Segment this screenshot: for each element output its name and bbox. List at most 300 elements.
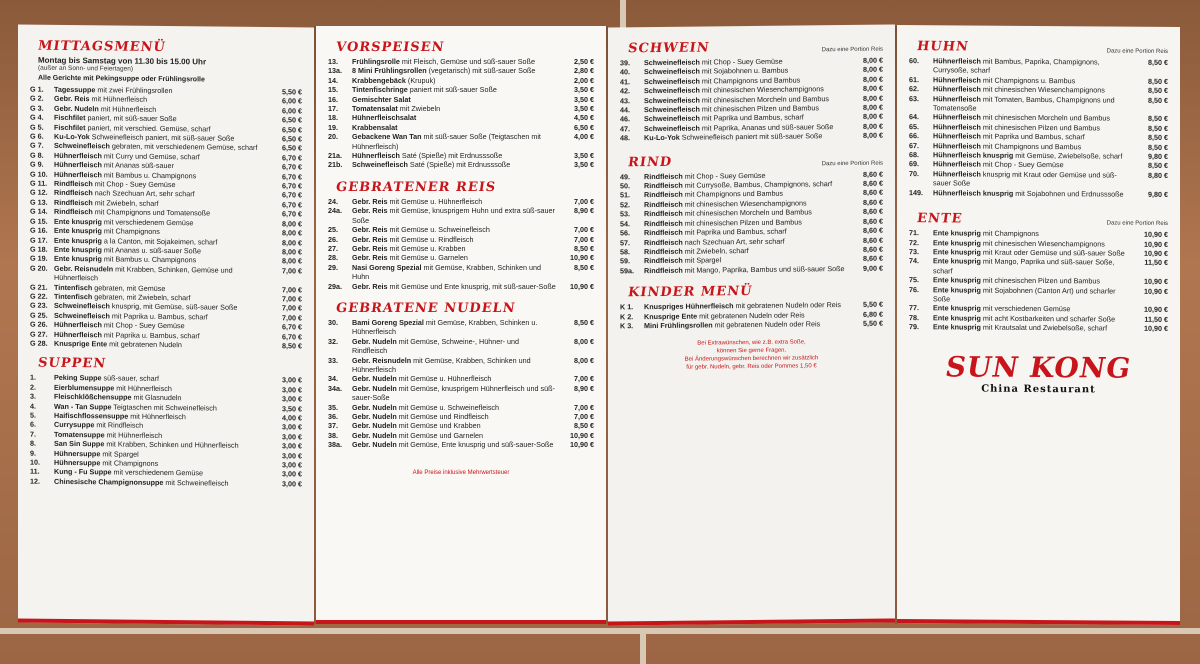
menu-item-name: Hühnerfleisch xyxy=(933,122,981,132)
menu-item-description: mit Curry und Gemüse, scharf xyxy=(101,151,200,162)
menu-item-name: Kung - Fu Suppe xyxy=(54,467,112,477)
menu-item-description: mit Fleisch, Gemüse und süß-sauer Soße xyxy=(399,57,535,66)
menu-item-description: mit Chop - Suey Gemüse xyxy=(980,160,1064,170)
menu-item-price: 7,00 € xyxy=(574,374,594,384)
menu-item-number: 27. xyxy=(328,243,338,253)
menu-item-price: 3,50 € xyxy=(574,85,594,95)
menu-item-price: 2,50 € xyxy=(574,57,594,66)
menu-item-name: Hühnerfleisch xyxy=(933,131,981,141)
menu-item-name: Ente knusprig xyxy=(933,256,981,266)
menu-item-text xyxy=(644,264,845,276)
menu-item-description: mit Gemüse u. Schweinefleisch xyxy=(387,225,490,235)
menu-item-description: mit Gemüse u. Hühnerfleisch xyxy=(387,196,483,206)
menu-item-text xyxy=(352,337,556,356)
menu-item-name: Hühnerfleisch xyxy=(933,75,981,85)
menu-item-text xyxy=(352,160,556,169)
menu-item-description: mit Champignons u. Bambus xyxy=(980,75,1076,86)
menu-item-name: Schweinefleisch xyxy=(644,95,700,105)
menu-item-description: mit Hühnerfleisch xyxy=(98,104,157,114)
menu-item xyxy=(909,169,1168,190)
menu-item-name: Hühnersuppe xyxy=(54,448,101,458)
menu-item-price: 8,50 € xyxy=(574,317,594,327)
menu-item-price: 6,80 € xyxy=(863,309,883,319)
menu-item-price: 8,90 € xyxy=(574,206,594,216)
menu-item-number: 21b. xyxy=(328,160,343,170)
menu-item-number: 4. xyxy=(30,401,36,411)
menu-item-description: mit Krautsalat und Zwiebelsoße, scharf xyxy=(980,322,1108,333)
menu-item-price: 8,00 € xyxy=(574,336,594,346)
menu-item-name: Gebr. Reis xyxy=(352,196,388,206)
menu-item-name: Haifischflossensuppe xyxy=(54,410,129,421)
menu-item-description: gebraten, mit verschiedenem Gemüse, scharf xyxy=(109,141,258,153)
menu-item-price: 8,60 € xyxy=(863,235,883,245)
menu-item-number: 32. xyxy=(328,336,338,346)
menu-item-price: 8,00 € xyxy=(863,102,883,112)
menu-item-number: 16. xyxy=(328,94,338,104)
menu-item-number: G 5. xyxy=(30,122,44,132)
menu-item-name: Eierblumensuppe xyxy=(54,382,115,393)
menu-item-description: paniert, mit süß-sauer Soße xyxy=(85,113,177,124)
menu-item-description: mit Gemüse, Schweine-, Hühner- und Rindfleisch xyxy=(352,336,519,356)
extras-note-line-2: können Sie gerne Fragen. xyxy=(716,347,787,355)
menu-item-price: 8,00 € xyxy=(863,112,883,122)
menu-item-number: 41. xyxy=(620,77,630,87)
menu-item-name: Rindfleisch xyxy=(644,227,683,238)
menu-item-text xyxy=(352,318,556,337)
menu-item-name: Gebr. Nudeln xyxy=(352,402,397,412)
menu-item-price: 3,00 € xyxy=(282,384,302,395)
fold-line xyxy=(606,26,608,624)
menu-item-price: 2,80 € xyxy=(574,66,594,76)
menu-item-number: 149. xyxy=(909,187,923,197)
menu-item-text xyxy=(352,113,556,122)
menu-item-name: Ente knusprig xyxy=(54,235,102,245)
menu-item-description: mit Gemüse, knusprigem Huhn und extra süß-sauer Soße xyxy=(352,206,555,225)
menu-item-price: 3,00 € xyxy=(282,422,302,432)
menu-item-text xyxy=(352,206,556,225)
menu-item-price: 8,60 € xyxy=(863,225,883,235)
menu-item-price: 9,80 € xyxy=(1148,151,1168,161)
menu-item-number: 6. xyxy=(30,419,36,430)
menu-item-description: süß-sauer, scharf xyxy=(101,373,160,384)
menu-item-description: mit Glasnudeln xyxy=(131,392,182,403)
menu-item-description: mit Mango, Paprika und süß-sauer Soße, scharf xyxy=(933,256,1115,276)
menu-item-number: 29a. xyxy=(328,281,342,291)
menu-item-price: 9,00 € xyxy=(863,263,883,273)
menu-item-name: Wan - Tan Suppe xyxy=(54,401,112,412)
menu-item-price: 6,70 € xyxy=(282,153,302,163)
menu-item-price: 3,00 € xyxy=(282,432,302,442)
menu-item-price: 7,00 € xyxy=(574,196,594,206)
menu-item-price: 6,50 € xyxy=(282,115,302,125)
menu-item-price: 7,00 € xyxy=(282,265,302,276)
panel-mittagsmenu xyxy=(18,24,314,625)
menu-item-name: Knusprige Ente xyxy=(54,338,108,349)
menu-item-number: 20. xyxy=(328,132,338,142)
menu-item-description: mit gebratenen Nudeln oder Reis xyxy=(733,300,841,311)
menu-item-name: Tintenfisch xyxy=(54,291,93,302)
menu-item-text xyxy=(644,319,845,331)
menu-item xyxy=(328,421,594,430)
menu-item-name: Gebr. Nudeln xyxy=(352,383,397,393)
menu-item-description: mit chinesischen Morcheln und Bambus xyxy=(980,113,1110,123)
menu-item-name: Rindfleisch xyxy=(644,256,683,266)
menu-item-description: mit Gemüse, Krabben, Schinken und Hühnerfleisch xyxy=(352,355,531,374)
menu-item-number: G 18. xyxy=(30,244,48,254)
menu-item-text xyxy=(933,188,1130,199)
vorspeisen-list xyxy=(328,57,594,170)
menu-item-text xyxy=(352,197,556,206)
menu-item-number: 21a. xyxy=(328,151,342,161)
menu-item xyxy=(328,337,594,356)
menu-item-number: G 9. xyxy=(30,159,44,169)
menu-item-price: 8,60 € xyxy=(863,253,883,264)
menu-brochure xyxy=(18,26,1180,624)
menu-item-description: mit Spargel xyxy=(682,255,722,266)
menu-item-name: Mini Frühlingsrollen xyxy=(644,320,713,331)
menu-item-price: 10,90 € xyxy=(1144,229,1168,239)
menu-item-description: mit Bambus u. Champignons xyxy=(101,169,197,180)
menu-item-name: Gebr. Nudeln xyxy=(352,421,397,431)
menu-item-description: mit chinesischen Wiesenchampignons xyxy=(980,238,1105,248)
menu-item-number: 11. xyxy=(30,467,40,477)
menu-item-description: mit zwei Frühlingsrollen xyxy=(95,85,173,96)
menu-item-description: a la Canton, mit Sojakeimen, scharf xyxy=(101,235,218,247)
menu-item-text xyxy=(352,253,556,262)
menu-item-number: 70. xyxy=(909,168,919,179)
menu-item-text xyxy=(352,66,556,75)
menu-item-name: Gebr. Reis xyxy=(352,234,388,244)
menu-item-text xyxy=(54,264,264,285)
mittag-hours: Montag bis Samstag von 11.30 bis 15.00 Uhr xyxy=(38,55,207,67)
menu-item-name: Hühnerfleisch knusprig xyxy=(933,150,1014,160)
menu-item xyxy=(30,339,302,351)
menu-item-description: Teigtaschen mit Schweinefleisch xyxy=(111,402,217,413)
menu-item-price: 10,90 € xyxy=(1144,286,1168,296)
menu-item-text xyxy=(352,440,556,449)
menu-item-price: 6,70 € xyxy=(282,331,302,341)
menu-item-description: knusprig mit Kraut oder Gemüse und süß-sauer Soße xyxy=(933,169,1117,188)
menu-item xyxy=(328,431,594,440)
menu-item xyxy=(328,132,594,151)
menu-item-description: mit Gemüse u. Hühnerfleisch xyxy=(396,374,492,384)
menu-item-description: mit Bambus u. Champignons xyxy=(101,254,197,265)
menu-item-name: Krabbengebäck xyxy=(352,75,406,85)
menu-item-number: G 10. xyxy=(30,169,48,179)
menu-item-price: 3,50 € xyxy=(574,160,594,170)
menu-item-price: 3,50 € xyxy=(574,151,594,161)
rind-rice-note: Dazu eine Portion Reis xyxy=(821,160,883,167)
menu-item-name: Ku-Lo-Yok xyxy=(54,131,90,142)
menu-item-description: mit chinesischen Morcheln und Bambus xyxy=(682,207,812,219)
menu-item-text xyxy=(352,244,556,253)
menu-item-number: 5. xyxy=(30,410,36,420)
menu-item-description: mit Paprika u. Bambus, scharf xyxy=(101,329,200,340)
menu-item-description: mit Chop - Suey Gemüse xyxy=(92,179,176,190)
menu-item-price: 10,90 € xyxy=(570,281,594,291)
menu-item-price: 8,50 € xyxy=(1148,57,1168,67)
menu-item-name: Gebr. Reis xyxy=(352,281,388,291)
menu-item-price: 8,50 € xyxy=(574,262,594,272)
menu-item-name: Hühnerfleisch xyxy=(933,159,981,170)
menu-item-number: 26. xyxy=(328,234,338,244)
menu-item-price: 3,50 € xyxy=(574,94,594,104)
menu-item-description: mit Paprika, Ananas und süß-sauer Soße xyxy=(699,121,834,133)
menu-item xyxy=(620,263,883,275)
menu-item-name: Fischfilet xyxy=(54,113,86,123)
menu-item-name: Tomatensalat xyxy=(352,104,398,114)
menu-item xyxy=(30,476,302,488)
menu-item-number: 19. xyxy=(328,122,338,132)
menu-item-price: 8,00 € xyxy=(282,256,302,266)
menu-item-description: Schweinefleisch paniert, mit süß-sauer Soße xyxy=(89,132,235,143)
menu-item-description: mit Krabben, Schinken und Hühnerfleisch xyxy=(104,439,239,450)
menu-item-description: Schweinefleisch paniert mit süß-sauer Soße xyxy=(679,131,823,143)
menu-item-number: 56. xyxy=(620,228,630,238)
menu-item-number: G 14. xyxy=(30,206,48,217)
menu-item-description: nach Szechuan Art, sehr scharf xyxy=(682,236,785,247)
menu-item-price: 3,50 € xyxy=(282,403,302,414)
menu-item-description: mit Gemüse u. Krabben xyxy=(387,243,466,253)
menu-item-price: 3,00 € xyxy=(282,394,302,404)
menu-item-text xyxy=(352,123,556,132)
menu-item-price: 8,50 € xyxy=(1148,123,1168,133)
menu-item-price: 8,00 € xyxy=(863,65,883,75)
menu-item-number: G 2. xyxy=(30,93,44,104)
menu-item-price: 7,00 € xyxy=(574,412,594,421)
menu-item-text xyxy=(933,94,1130,114)
menu-item-name: Gebr. Nudeln xyxy=(352,412,397,421)
menu-item-number: G 26. xyxy=(30,319,48,329)
menu-item-number: 38. xyxy=(328,430,338,440)
menu-item-price: 8,50 € xyxy=(282,341,302,351)
menu-item xyxy=(328,57,594,66)
menu-item-number: G 22. xyxy=(30,291,48,301)
menu-item-name: Rindfleisch xyxy=(644,265,683,275)
menu-item-text xyxy=(352,384,556,403)
menu-item-text xyxy=(352,282,556,291)
menu-item-description: mit chinesischen Morcheln und Bambus xyxy=(699,93,829,105)
menu-item-description: mit Zwiebeln, scharf xyxy=(682,245,749,256)
menu-item xyxy=(328,412,594,421)
menu-item-text xyxy=(352,225,556,234)
menu-item-description: (vegetarisch) mit süß-sauer Soße xyxy=(426,66,536,76)
menu-item-price: 10,90 € xyxy=(1144,323,1168,334)
menu-item-name: Hühnerfleisch xyxy=(54,329,102,339)
menu-item-number: G 23. xyxy=(30,300,48,311)
menu-item xyxy=(328,76,594,85)
menu-item-text xyxy=(933,56,1130,76)
menu-item-description: mit gebratenen Nudeln oder Reis xyxy=(712,319,821,330)
menu-item-description: mit Gemüse, Krabben, Schinken und Huhn xyxy=(352,262,541,282)
menu-item-text xyxy=(54,339,264,351)
menu-item-price: 6,70 € xyxy=(282,322,302,332)
menu-item-number: 12. xyxy=(30,476,40,486)
menu-item-name: Gebr. Reis xyxy=(54,94,90,104)
menu-item-price: 8,90 € xyxy=(574,383,594,393)
menu-item-price: 8,00 € xyxy=(863,83,883,94)
menu-item-number: 67. xyxy=(909,140,919,150)
menu-item-name: Hühnerfleisch xyxy=(933,93,981,104)
menu-item-description: mit chinesischen Pilzen und Bambus xyxy=(980,275,1100,286)
menu-item-description: Saté (Spieße) mit Erdnusssoße xyxy=(407,160,511,170)
menu-item-name: Peking Suppe xyxy=(54,373,102,383)
menu-item-number: 34a. xyxy=(328,383,342,393)
menu-item xyxy=(909,94,1168,115)
menu-item-number: G 19. xyxy=(30,253,48,264)
menu-item-number: G 27. xyxy=(30,329,48,339)
menu-item-description: mit Hühnerfleisch xyxy=(89,94,148,105)
menu-item-price: 6,70 € xyxy=(282,190,302,200)
menu-item-number: 60. xyxy=(909,56,919,66)
menu-item-price: 6,50 € xyxy=(282,143,302,153)
menu-item-description: mit Champignons xyxy=(100,458,159,468)
menu-item-name: Rindfleisch xyxy=(644,180,683,191)
menu-item-price: 8,50 € xyxy=(1148,114,1168,124)
panel-huhn-ente xyxy=(897,25,1180,625)
kinder-list xyxy=(620,300,883,331)
huhn-rice-note: Dazu eine Portion Reis xyxy=(1106,48,1168,55)
menu-item-name: Ente knusprig xyxy=(933,275,981,285)
menu-item xyxy=(909,322,1168,333)
menu-item-number: 50. xyxy=(620,181,630,191)
menu-item-description: mit Sojabohnen (Canton Art) und scharfer Soße xyxy=(933,285,1116,304)
menu-item-name: Schweinefleisch xyxy=(644,66,700,77)
menu-item-number: 33. xyxy=(328,355,338,365)
menu-item-number: 59a. xyxy=(620,265,634,276)
menu-item-name: Nasi Goreng Spezial xyxy=(352,262,422,272)
menu-item-price: 10,90 € xyxy=(570,430,594,440)
menu-item-price: 8,60 € xyxy=(863,206,883,217)
menu-item-number: G 1. xyxy=(30,84,44,94)
menu-item-name: Hühnersuppe xyxy=(54,457,101,468)
nudeln-list xyxy=(328,318,594,450)
menu-item-description: paniert, mit verschied. Gemüse, scharf xyxy=(85,122,211,134)
section-title-ente: ENTE xyxy=(915,211,964,227)
section-title-huhn: HUHN xyxy=(915,39,970,55)
menu-item-name: Schweinefleisch xyxy=(54,301,110,311)
menu-item-price: 8,50 € xyxy=(574,421,594,431)
menu-item xyxy=(328,356,594,375)
menu-item-description: mit verschiedenem Gemüse xyxy=(101,217,194,227)
menu-item-number: G 20. xyxy=(30,263,48,273)
suppen-list xyxy=(30,373,302,489)
menu-item-description: mit chinesischen Pilzen und Bambus xyxy=(682,217,802,228)
menu-item-description: mit Rindfleisch xyxy=(94,420,144,431)
menu-item-description: mit Gemüse u. Garnelen xyxy=(387,253,468,263)
menu-item-description: mit Paprika und Bambus, scharf xyxy=(699,112,804,123)
menu-item-description: mit Gemüse und Rindfleisch xyxy=(396,412,489,421)
section-title-gebratene-nudeln: GEBRATENE NUDELN xyxy=(334,300,517,316)
menu-item-name: Gebr. Reis xyxy=(352,225,388,235)
menu-item-name: Ente knusprig xyxy=(54,225,102,236)
menu-item-text xyxy=(933,322,1130,333)
mittag-hours-note: (außer an Sonn- und Feiertagen) xyxy=(38,64,134,73)
menu-item-name: Hühnerfleischsalat xyxy=(352,113,417,123)
menu-item-price: 7,00 € xyxy=(574,234,594,244)
menu-item-price: 6,70 € xyxy=(282,200,302,210)
menu-item-description: mit Gemüse, Zwiebelsoße, scharf xyxy=(1013,150,1123,161)
menu-item-name: Gebr. Reis xyxy=(352,253,388,263)
menu-item-price: 8,00 € xyxy=(863,74,883,84)
menu-item-number: 3. xyxy=(30,391,36,401)
menu-item-name: Hühnerfleisch xyxy=(933,112,981,123)
menu-item-price: 11,50 € xyxy=(1144,258,1168,268)
menu-item-description: mit Champignons xyxy=(980,228,1039,239)
mittag-note: Alle Gerichte mit Pekingsuppe oder Frühlingsrolle xyxy=(38,74,205,84)
menu-item-name: Rindfleisch xyxy=(644,209,683,219)
menu-item-description: mit Champignons xyxy=(101,226,160,237)
menu-item-name: Gebr. Nudeln xyxy=(352,430,397,440)
menu-item-description: mit Ananas u. süß-sauer Soße xyxy=(101,245,202,256)
menu-item-description: mit Paprika u. Bambus, scharf xyxy=(109,311,208,322)
menu-item-name: Bami Goreng Spezial xyxy=(352,317,424,327)
menu-item-price: 9,80 € xyxy=(1148,189,1168,199)
menu-item-name: Rindfleisch xyxy=(644,199,683,210)
menu-item-description: mit Gemüse und Ente knusprig, mit süß-sauer-Soße xyxy=(387,281,556,291)
menu-item-number: 1. xyxy=(30,372,36,383)
menu-item xyxy=(909,188,1168,199)
menu-item-description: gebraten, mit Gemüse xyxy=(92,282,166,293)
menu-item-price: 2,00 € xyxy=(574,75,594,85)
menu-item-name: Tintenfisch xyxy=(54,282,93,292)
menu-item-name: Rindfleisch xyxy=(54,188,93,198)
menu-item-name: Gebr. Nudeln xyxy=(352,336,397,346)
menu-item-price: 10,90 € xyxy=(1144,305,1168,315)
menu-item-name: Fleischklößchensuppe xyxy=(54,392,132,402)
menu-item-name: Schweinefleisch xyxy=(54,310,110,321)
menu-item-name: Hühnerfleisch xyxy=(933,140,981,151)
menu-item-number: 69. xyxy=(909,159,919,169)
menu-item-description: mit Gemüse und Garnelen xyxy=(396,430,484,440)
menu-item-name: Hühnerfleisch xyxy=(933,84,981,94)
menu-item-number: 53. xyxy=(620,209,630,219)
menu-item-name: Schweinefleisch xyxy=(644,123,700,133)
menu-item-description: mit Schweinefleisch xyxy=(163,477,229,488)
mittag-list xyxy=(30,85,302,351)
menu-item-name: Gebr. Reisnudeln xyxy=(352,355,412,365)
fold-line xyxy=(314,26,316,624)
menu-item-text xyxy=(352,235,556,244)
menu-item-description: paniert mit süß-sauer Soße xyxy=(407,85,497,95)
menu-item-price: 8,00 € xyxy=(282,247,302,257)
menu-item-number: G 13. xyxy=(30,197,48,207)
menu-item-text xyxy=(352,76,556,85)
menu-item-text xyxy=(54,477,264,489)
menu-item-number: 68. xyxy=(909,150,919,160)
menu-item-price: 8,50 € xyxy=(1148,76,1168,86)
menu-item-number: 79. xyxy=(909,322,919,332)
menu-item-price: 7,00 € xyxy=(574,225,594,235)
menu-item xyxy=(328,225,594,234)
menu-item xyxy=(328,244,594,253)
menu-item xyxy=(620,319,883,331)
menu-item-number: 57. xyxy=(620,237,630,247)
menu-item-name: Rindfleisch xyxy=(644,218,683,228)
menu-item-description: mit chinesischen Wiesenchampignons xyxy=(699,84,824,95)
menu-item-number: 17. xyxy=(328,104,338,114)
menu-item-price: 5,50 € xyxy=(863,318,883,328)
menu-item-description: mit Mango, Paprika, Bambus und süß-sauer Soße xyxy=(682,263,845,275)
menu-item xyxy=(328,151,594,160)
menu-item-name: Ente knusprig xyxy=(933,322,981,332)
menu-item-name: Rindfleisch xyxy=(644,171,683,181)
menu-item-number: 75. xyxy=(909,275,919,285)
menu-item-name: Gebr. Reis xyxy=(352,243,388,253)
menu-item-price: 3,00 € xyxy=(282,469,302,479)
menu-item-name: Rindfleisch xyxy=(644,246,683,257)
menu-item-price: 7,00 € xyxy=(574,402,594,412)
